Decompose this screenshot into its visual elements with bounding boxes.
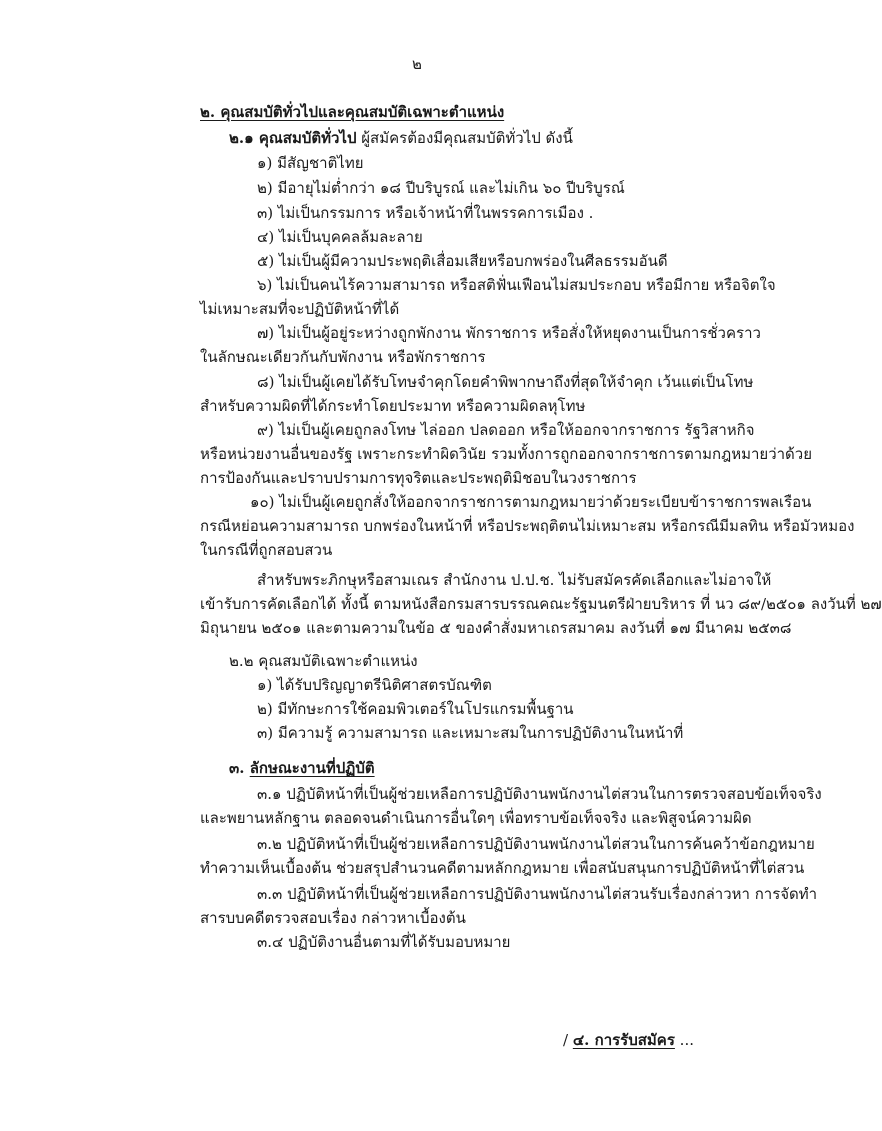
qualification-item: ๗) ไม่เป็นผู้อยู่ระหว่างถูกพักงาน พักราชการ หรือสั่งให้หยุดงานเป็นการชั่วคราว bbox=[257, 324, 761, 342]
qualification-item-cont: ในลักษณะเดียวกันกับพักงาน หรือพักราชการ bbox=[200, 348, 486, 366]
job-duty-line: ทำความเห็นเบื้องต้น ช่วยสรุปสำนวนคดีตามหลักกฎหมาย เพื่อสนับสนุนการปฏิบัติหน้าที่ไต่สวน bbox=[200, 859, 805, 877]
job-duty-line: และพยานหลักฐาน ตลอดจนดำเนินการอื่นใดๆ เพื่อทราบข้อเท็จจริง และพิสูจน์ความผิด bbox=[200, 809, 752, 827]
qualification-item: ๔) ไม่เป็นบุคคลล้มละลาย bbox=[257, 228, 423, 246]
qualification-item: ๙) ไม่เป็นผู้เคยถูกลงโทษ ไล่ออก ปลดออก หรือให้ออกจากราชการ รัฐวิสาหกิจ bbox=[257, 421, 755, 439]
next-page-suffix: ... bbox=[674, 1031, 694, 1049]
specific-qualification-item: ๒) มีทักษะการใช้คอมพิวเตอร์ในโปรแกรมพื้นฐาน bbox=[257, 700, 574, 718]
section2-1-title: ๒.๑ คุณสมบัติทั่วไป bbox=[229, 129, 357, 147]
qualification-item-cont: หรือหน่วยงานอื่นของรัฐ เพราะกระทำผิดวินัย รวมทั้งการถูกออกจากราชการตามกฎหมายว่าด้วย bbox=[200, 445, 812, 463]
qualification-item: ๑) มีสัญชาติไทย bbox=[257, 154, 364, 172]
monk-note-line: เข้ารับการคัดเลือกได้ ทั้งนี้ ตามหนังสือกรมสารบรรณคณะรัฐมนตรีฝ่ายบริหาร ที่ นว ๘๙/๒๕๐๑ ลงวันที่ ๒๗ bbox=[200, 595, 882, 613]
qualification-item: ๕) ไม่เป็นผู้มีความประพฤติเสื่อมเสียหรือบกพร่องในศีลธรรมอันดี bbox=[257, 252, 668, 270]
section3-title: ลักษณะงานที่ปฏิบัติ bbox=[249, 759, 375, 777]
qualification-item-cont: ไม่เหมาะสมที่จะปฏิบัติหน้าที่ได้ bbox=[200, 300, 400, 318]
page-number: ๒ bbox=[412, 55, 422, 73]
section2-heading: ๒. คุณสมบัติทั่วไปและคุณสมบัติเฉพาะตำแหน่ง bbox=[200, 103, 505, 121]
section3-heading bbox=[229, 758, 375, 778]
qualification-item-cont: สำหรับความผิดที่ได้กระทำโดยประมาท หรือความผิดลหุโทษ bbox=[200, 397, 586, 415]
qualification-item: ๑๐) ไม่เป็นผู้เคยถูกสั่งให้ออกจากราชการตามกฎหมายว่าด้วยระเบียบข้าราชการพลเรือน bbox=[250, 493, 812, 511]
section2-2-heading: ๒.๒ คุณสมบัติเฉพาะตำแหน่ง bbox=[229, 652, 418, 670]
qualification-item-cont: ในกรณีที่ถูกสอบสวน bbox=[200, 541, 333, 559]
qualification-item: ๓) ไม่เป็นกรรมการ หรือเจ้าหน้าที่ในพรรคการเมือง . bbox=[257, 204, 594, 222]
job-duty-line: สารบบคดีตรวจสอบเรื่อง กล่าวหาเบื้องต้น bbox=[200, 909, 466, 927]
next-page-prefix: / bbox=[563, 1031, 573, 1049]
next-page-reference bbox=[563, 1030, 694, 1050]
job-duty-line: ๓.๓ ปฏิบัติหน้าที่เป็นผู้ช่วยเหลือการปฏิบัติงานพนักงานไต่สวนรับเรื่องกล่าวหา การจัดทำ bbox=[257, 885, 818, 903]
qualification-item: ๒) มีอายุไม่ต่ำกว่า ๑๘ ปีบริบูรณ์ และไม่เกิน ๖๐ ปีบริบูรณ์ bbox=[257, 179, 625, 197]
qualification-item-cont: การป้องกันและปราบปรามการทุจริตและประพฤติมิชอบในวงราชการ bbox=[200, 469, 637, 487]
monk-note-line: มิถุนายน ๒๕๐๑ และตามความในข้อ ๕ ของคำสั่งมหาเถรสมาคม ลงวันที่ ๑๗ มีนาคม ๒๕๓๘ bbox=[200, 619, 792, 637]
job-duty-line: ๓.๔ ปฏิบัติงานอื่นตามที่ได้รับมอบหมาย bbox=[257, 933, 511, 951]
section2-1-heading bbox=[229, 128, 573, 148]
qualification-item: ๘) ไม่เป็นผู้เคยได้รับโทษจำคุกโดยคำพิพากษาถึงที่สุดให้จำคุก เว้นแต่เป็นโทษ bbox=[257, 373, 754, 391]
job-duty-line: ๓.๒ ปฏิบัติหน้าที่เป็นผู้ช่วยเหลือการปฏิบัติงานพนักงานไต่สวนในการค้นคว้าข้อกฎหมาย bbox=[257, 835, 815, 853]
specific-qualification-item: ๓) มีความรู้ ความสามารถ และเหมาะสมในการปฏิบัติงานในหน้าที่ bbox=[257, 724, 684, 742]
section3-number: ๓. bbox=[229, 759, 250, 777]
job-duty-line: ๓.๑ ปฏิบัติหน้าที่เป็นผู้ช่วยเหลือการปฏิบัติงานพนักงานไต่สวนในการตรวจสอบข้อเท็จจริง bbox=[257, 785, 822, 803]
qualification-item-cont: กรณีหย่อนความสามารถ บกพร่องในหน้าที่ หรือประพฤติตนไม่เหมาะสม หรือกรณีมีมลทิน หรือมัวหมอง bbox=[200, 517, 855, 535]
section2-1-intro: ผู้สมัครต้องมีคุณสมบัติทั่วไป ดังนี้ bbox=[356, 129, 573, 147]
monk-note-line: สำหรับพระภิกษุหรือสามเณร สำนักงาน ป.ป.ช. ไม่รับสมัครคัดเลือกและไม่อาจให้ bbox=[257, 571, 772, 589]
qualification-item: ๖) ไม่เป็นคนไร้ความสามารถ หรือสติฟั่นเฟือนไม่สมประกอบ หรือมีกาย หรือจิตใจ bbox=[257, 276, 776, 294]
next-page-section-title: ๔. การรับสมัคร bbox=[572, 1031, 675, 1049]
specific-qualification-item: ๑) ได้รับปริญญาตรีนิติศาสตรบัณฑิต bbox=[257, 676, 492, 694]
